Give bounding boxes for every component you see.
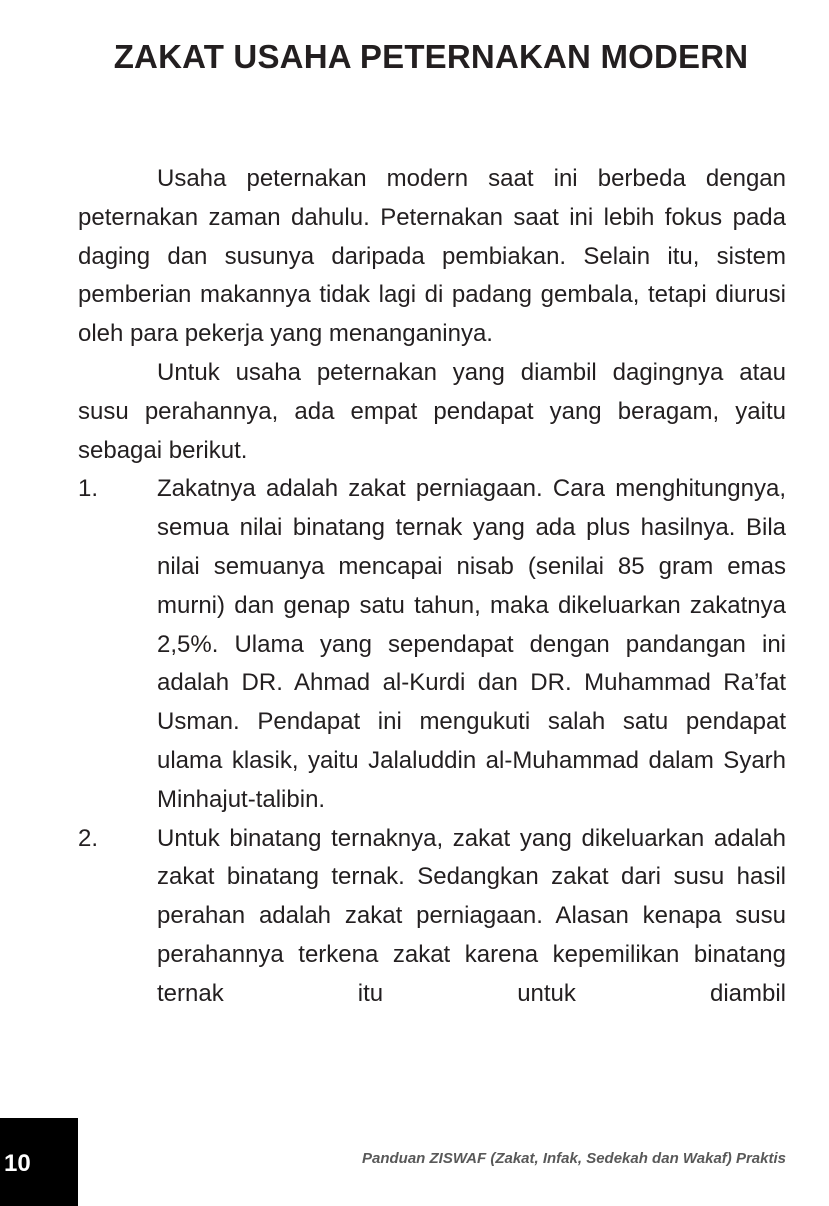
list-item <box>78 820 786 1014</box>
page-title: ZAKAT USAHA PETERNAKAN MODERN <box>113 38 749 75</box>
list-item-number: 1. <box>78 475 99 503</box>
list-item-text: Untuk binatang ternaknya, zakat yang dikeluarkan adalah zakat binatang ternak. Sedangkan zakat dari susu hasil perahan adalah zakat perniagaan. Alasan kenapa susu perahannya terkena zakat karena kepemilikan binatang ternak itu untuk diambil <box>157 824 786 1007</box>
list-item-number: 2. <box>78 824 99 852</box>
paragraph-intro: Usaha peternakan modern saat ini berbeda dengan peternakan zaman dahulu. Peternakan saat ini lebih fokus pada daging dan susunya daripada pembiakan. Selain itu, sistem pemberian makannya tidak lagi di padang gembala, tetapi diurusi oleh para pekerja yang menanganinya. <box>78 165 786 348</box>
page-number: 10 <box>4 1150 31 1177</box>
body-text <box>78 160 786 1014</box>
paragraph-opinions: Untuk usaha peternakan yang diambil dagingnya atau susu perahannya, ada empat pendapat yang beragam, yaitu sebagai berikut. <box>78 358 786 464</box>
list-item <box>78 470 786 819</box>
running-footer: Panduan ZISWAF (Zakat, Infak, Sedekah dan Wakaf) Praktis <box>362 1150 786 1167</box>
list-item-text: Zakatnya adalah zakat perniagaan. Cara menghitungnya, semua nilai binatang ternak yang ada plus hasilnya. Bila nilai semuanya mencapai nisab (senilai 85 gram emas murni) dan genap satu tahun, maka dikeluarkan zakatnya 2,5%. Ulama yang sependapat dengan pandangan ini adalah DR. Ahmad al-Kurdi dan DR. Muhammad Ra’fat Usman. Pendapat ini mengukuti salah satu pendapat ulama klasik, yaitu Jalaluddin al-Muhammad dalam Syarh Minhajut-talibin. <box>157 475 786 813</box>
opinion-list <box>78 470 786 1013</box>
